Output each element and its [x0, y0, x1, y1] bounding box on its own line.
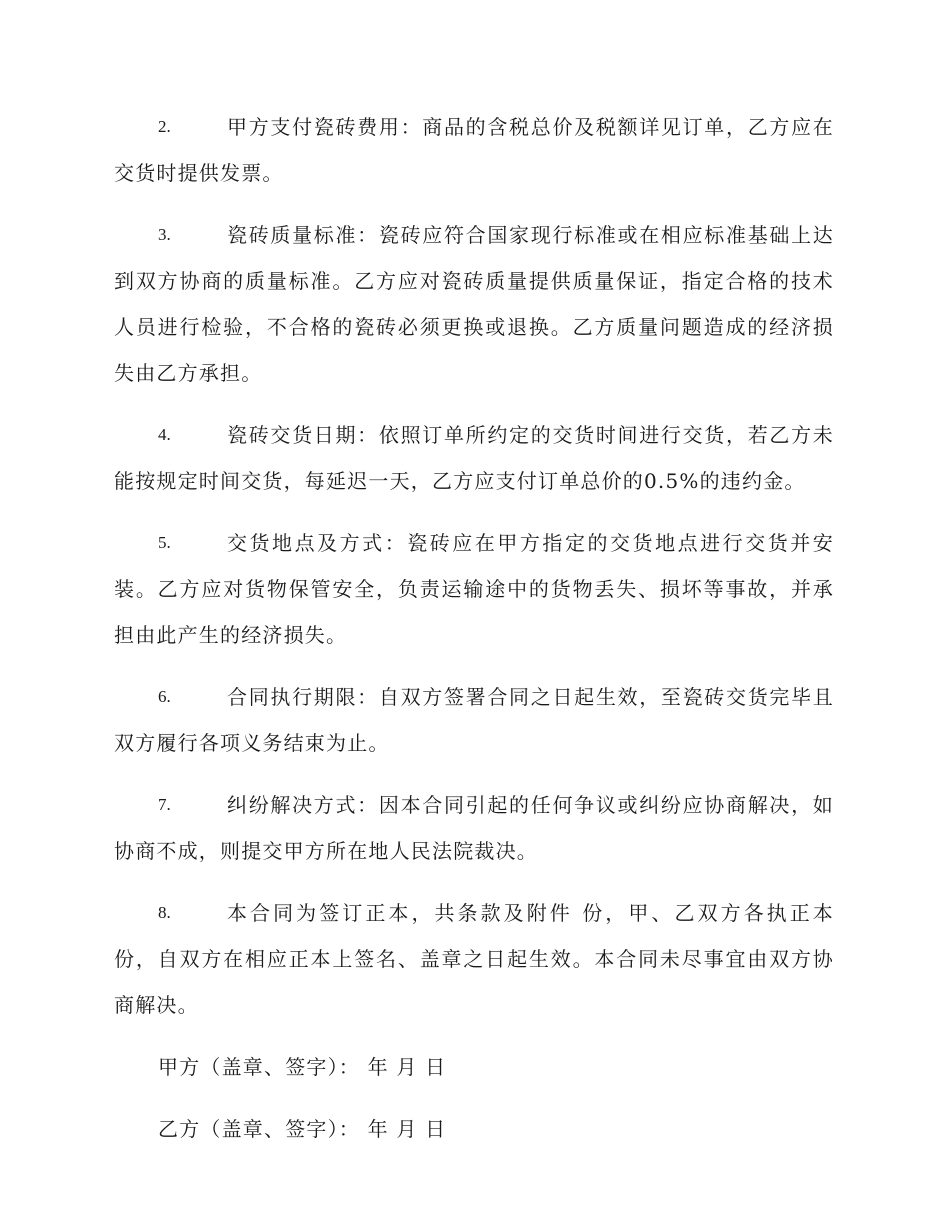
clause-number: 4.: [158, 425, 171, 444]
clause-number: 8.: [158, 903, 171, 922]
clause-text: 甲方支付瓷砖费用：商品的含税总价及税额详见订单，乙方应在交货时提供发票。: [114, 115, 834, 185]
clause-4: [114, 412, 834, 504]
signature-label: 甲方（盖章、签字）：: [158, 1055, 360, 1079]
clause-7: [114, 782, 834, 874]
clause-number: 7.: [158, 795, 171, 814]
clause-number: 2.: [158, 117, 171, 136]
clause-text: 本合同为签订正本，共条款及附件 份，甲、乙双方各执正本 份，自双方在相应正本上签名、盖章之日起生效。本合同未尽事宜由双方协商解决。: [114, 901, 834, 1017]
clause-number: 5.: [158, 533, 171, 552]
clause-number: 6.: [158, 687, 171, 706]
clause-text: 合同执行期限：自双方签署合同之日起生效，至瓷砖交货完毕且双方履行各项义务结束为止。: [114, 685, 834, 755]
clause-text: 瓷砖交货日期：依照订单所约定的交货时间进行交货，若乙方未能按规定时间交货，每延迟一天，乙方应支付订单总价的0.5%的违约金。: [114, 423, 834, 493]
clause-2: [114, 104, 834, 196]
contract-body: [114, 104, 834, 1168]
clause-text: 瓷砖质量标准：瓷砖应符合国家现行标准或在相应标准基础上达到双方协商的质量标准。乙方应对瓷砖质量提供质量保证，指定合格的技术人员进行检验，不合格的瓷砖必须更换或退换。乙方质量问题造成的经济损失由乙方承担。: [114, 223, 834, 385]
signature-date: 年 月 日: [367, 1117, 447, 1141]
clause-5: [114, 520, 834, 658]
clause-6: [114, 674, 834, 766]
clause-3: [114, 212, 834, 396]
signature-party-b: [114, 1106, 834, 1152]
clause-8: [114, 890, 834, 1028]
clause-text: 纠纷解决方式：因本合同引起的任何争议或纠纷应协商解决，如协商不成，则提交甲方所在地人民法院裁决。: [114, 793, 834, 863]
signature-label: 乙方（盖章、签字）：: [158, 1117, 360, 1141]
clause-text: 交货地点及方式：瓷砖应在甲方指定的交货地点进行交货并安装。乙方应对货物保管安全，负责运输途中的货物丢失、损坏等事故，并承担由此产生的经济损失。: [114, 531, 834, 647]
signature-date: 年 月 日: [367, 1055, 447, 1079]
signature-party-a: [114, 1044, 834, 1090]
clause-number: 3.: [158, 225, 171, 244]
